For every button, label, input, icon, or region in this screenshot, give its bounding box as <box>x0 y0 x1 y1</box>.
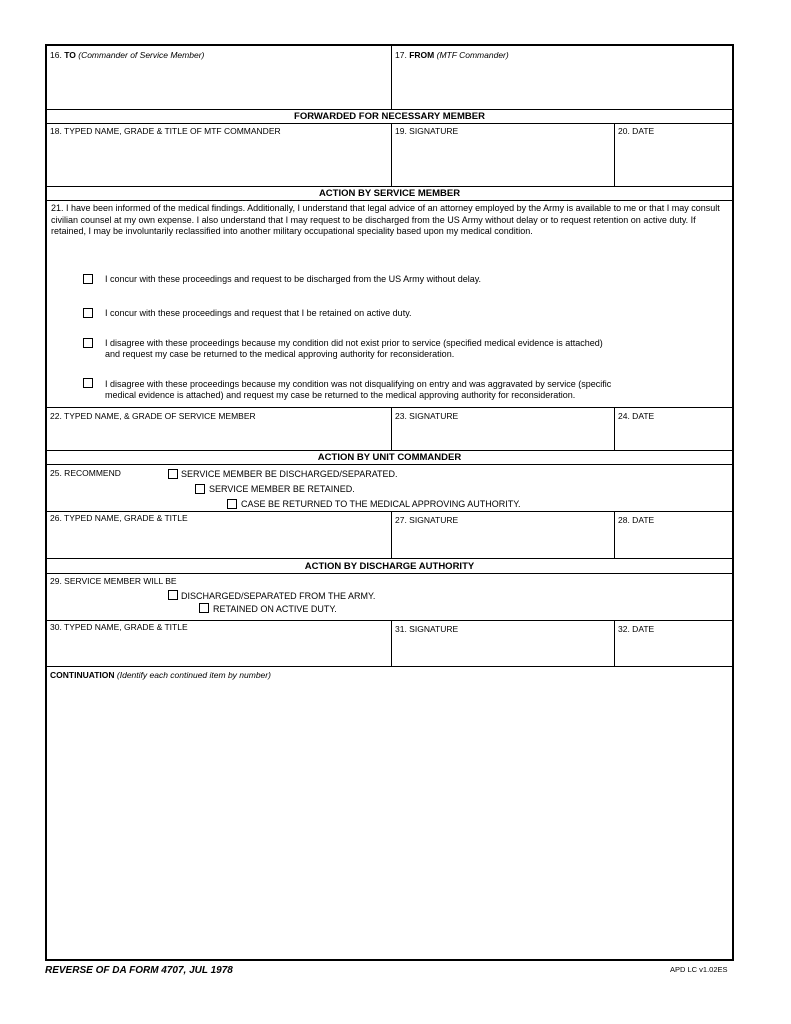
block29-label: 29. SERVICE MEMBER WILL BE <box>50 576 177 586</box>
block19-label: 19. SIGNATURE <box>395 126 459 136</box>
block20-label: 20. DATE <box>618 126 655 136</box>
member-date-field[interactable] <box>615 422 734 449</box>
concur-discharge-checkbox[interactable] <box>83 274 93 284</box>
block18-label: 18. TYPED NAME, GRADE & TITLE OF MTF COMMANDER <box>50 126 281 136</box>
block26-label: 26. TYPED NAME, GRADE & TITLE <box>50 513 188 523</box>
unit-option-3: CASE BE RETURNED TO THE MEDICAL APPROVING AUTHORITY. <box>241 499 521 509</box>
divider <box>47 464 732 465</box>
block32-label: 32. DATE <box>618 624 655 634</box>
disagree-not-exist-checkbox[interactable] <box>83 338 93 348</box>
member-option-3-line2: and request my case be returned to the medical approving authority for reconsideration. <box>105 348 455 359</box>
disagree-aggravated-checkbox[interactable] <box>83 378 93 388</box>
divider <box>47 123 732 124</box>
member-option-4-line1: I disagree with these proceedings because my condition was not disqualifying on entry and was aggravated by service (specific <box>105 379 612 389</box>
unit-signature-field[interactable] <box>392 525 614 557</box>
divider <box>47 109 732 110</box>
authority-signature-field[interactable] <box>392 634 614 665</box>
unit-option-2: SERVICE MEMBER BE RETAINED. <box>209 484 355 494</box>
divider <box>47 450 732 451</box>
unit-commander-name-field[interactable] <box>47 525 391 557</box>
divider <box>47 511 732 512</box>
unit-retain-checkbox[interactable] <box>195 484 205 494</box>
action-unit-header: ACTION BY UNIT COMMANDER <box>317 452 462 463</box>
forwarded-header: FORWARDED FOR NECESSARY MEMBER <box>294 111 485 122</box>
member-option-1: I concur with these proceedings and request to be discharged from the US Army without delay. <box>105 274 482 284</box>
divider <box>47 558 732 559</box>
block23-label: 23. SIGNATURE <box>395 411 459 421</box>
unit-return-checkbox[interactable] <box>227 499 237 509</box>
block28-label: 28. DATE <box>618 515 655 525</box>
continuation-label: CONTINUATION (Identify each continued item by number) <box>50 670 271 680</box>
member-name-field[interactable] <box>47 422 391 449</box>
block27-label: 27. SIGNATURE <box>395 515 459 525</box>
action-member-header: ACTION BY SERVICE MEMBER <box>318 188 461 199</box>
member-option-2: I concur with these proceedings and request that I be retained on active duty. <box>105 308 412 318</box>
mtf-commander-name-field[interactable] <box>47 138 391 185</box>
member-option-3 <box>105 338 603 359</box>
concur-retain-checkbox[interactable] <box>83 308 93 318</box>
divider <box>47 407 732 408</box>
divider <box>47 200 732 201</box>
mtf-date-field[interactable] <box>615 138 734 185</box>
member-option-4-line2: medical evidence is attached) and request my case be returned to the medical approving authority for reconsideration. <box>105 389 576 400</box>
divider <box>47 573 732 574</box>
divider <box>47 186 732 187</box>
member-option-4 <box>105 379 611 400</box>
divider <box>47 620 732 621</box>
block30-label: 30. TYPED NAME, GRADE & TITLE <box>50 622 188 632</box>
block22-label: 22. TYPED NAME, & GRADE OF SERVICE MEMBER <box>50 411 256 421</box>
discharge-option-1: DISCHARGED/SEPARATED FROM THE ARMY. <box>181 591 376 601</box>
block31-label: 31. SIGNATURE <box>395 624 459 634</box>
version-label: APD LC v1.02ES <box>670 965 728 974</box>
block17-label: 17. FROM (MTF Commander) <box>395 50 509 60</box>
continuation-field[interactable] <box>47 682 734 959</box>
member-option-3-line1: I disagree with these proceedings because my condition did not exist prior to service (specified medical evidence is attached) <box>105 338 603 348</box>
action-discharge-header: ACTION BY DISCHARGE AUTHORITY <box>304 561 475 572</box>
block21-text: 21. I have been informed of the medical findings. Additionally, I understand that legal advice of an attorney employed by the Army is available to me or that I may consult civilian counsel at my own expense. I also understand that I may request to be discharged from the US Army without delay or to request retention on active duty. If retained, I may be involuntarily reclassified into another military occupational speciality based upon my medical condition. <box>51 203 720 236</box>
unit-discharge-checkbox[interactable] <box>168 469 178 479</box>
form-page <box>45 44 734 961</box>
discharge-option-2: RETAINED ON ACTIVE DUTY. <box>213 604 337 614</box>
block16-label: 16. TO (Commander of Service Member) <box>50 50 205 60</box>
mtf-signature-field[interactable] <box>392 138 614 185</box>
authority-date-field[interactable] <box>615 634 734 665</box>
block25-label: 25. RECOMMEND <box>50 468 121 478</box>
authority-name-field[interactable] <box>47 634 391 665</box>
from-field[interactable] <box>392 60 734 108</box>
authority-retain-checkbox[interactable] <box>199 603 209 613</box>
form-footer: REVERSE OF DA FORM 4707, JUL 1978 <box>45 965 233 976</box>
member-signature-field[interactable] <box>392 422 614 449</box>
divider <box>47 666 732 667</box>
authority-discharge-checkbox[interactable] <box>168 590 178 600</box>
block24-label: 24. DATE <box>618 411 655 421</box>
unit-option-1: SERVICE MEMBER BE DISCHARGED/SEPARATED. <box>181 469 398 479</box>
to-field[interactable] <box>47 60 391 108</box>
unit-date-field[interactable] <box>615 525 734 557</box>
